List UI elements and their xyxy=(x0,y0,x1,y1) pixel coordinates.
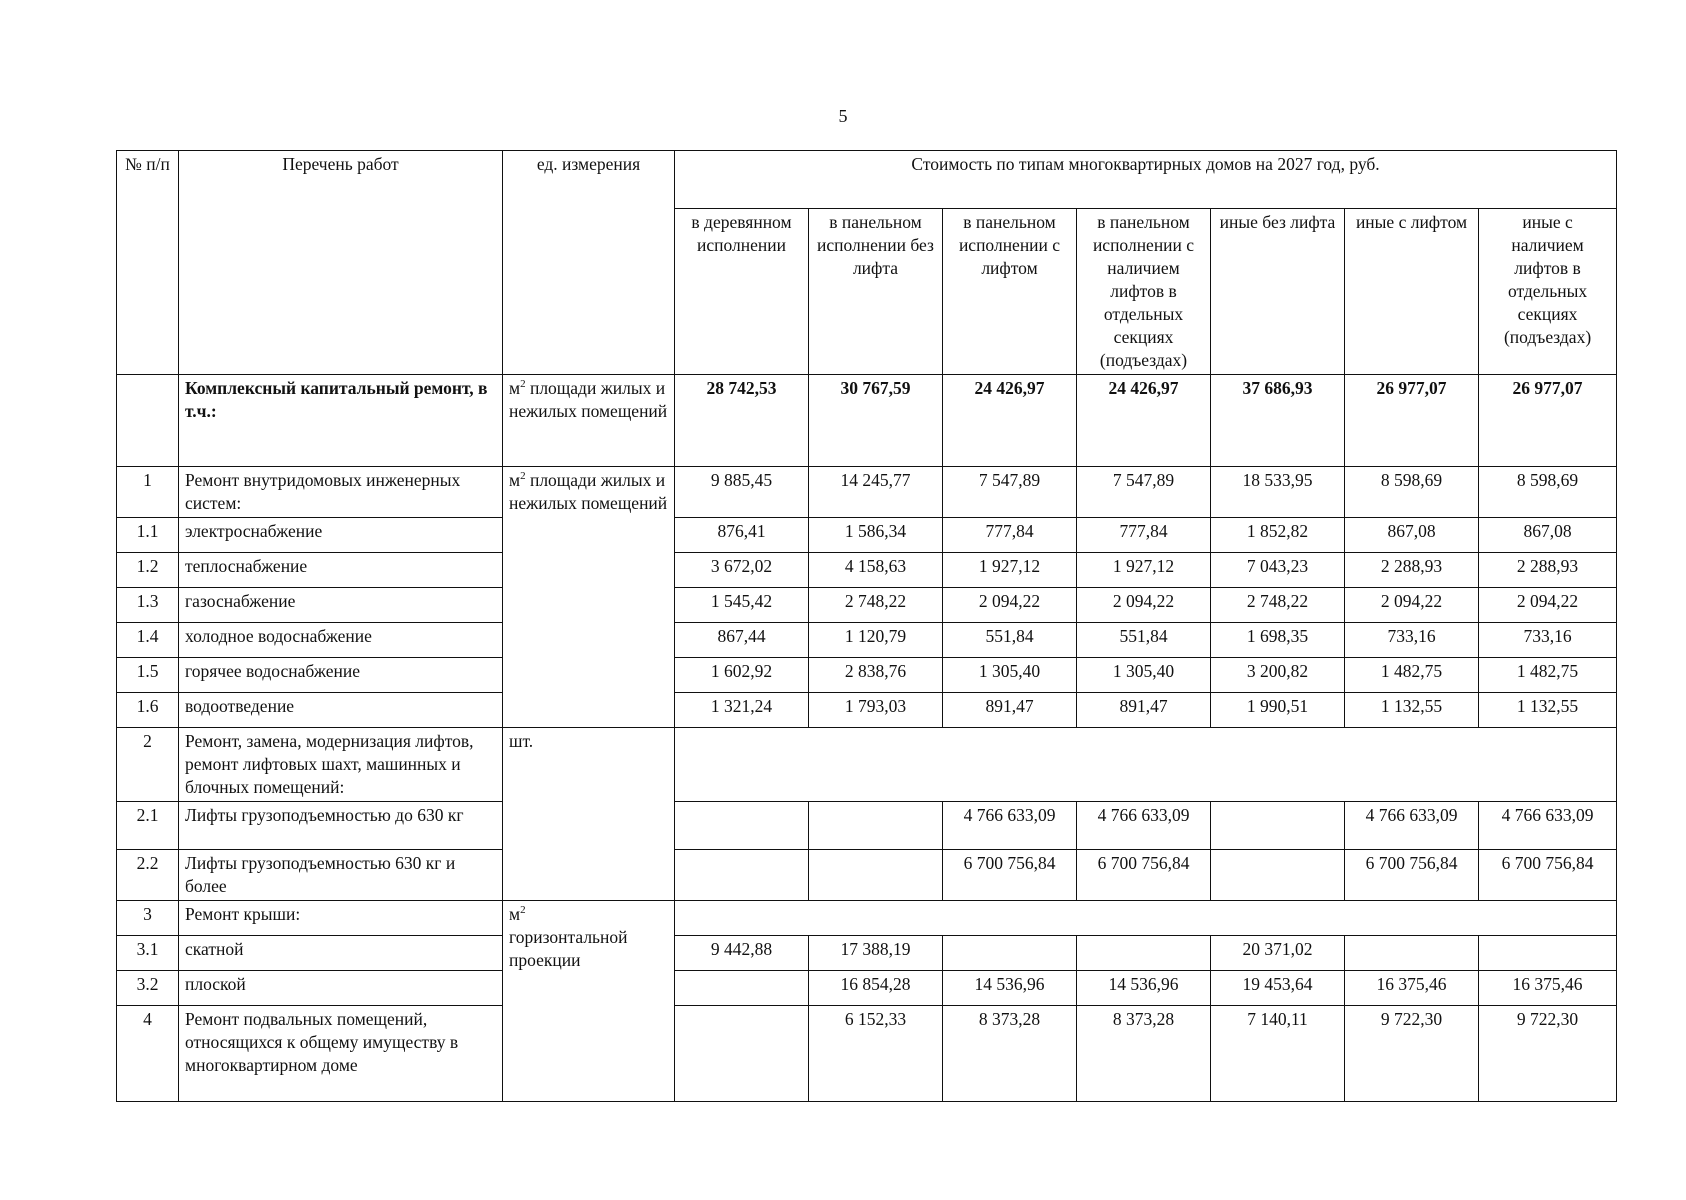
value-cell: 1 793,03 xyxy=(809,693,943,728)
value-cell: 16 375,46 xyxy=(1345,971,1479,1006)
value-cell: 30 767,59 xyxy=(809,375,943,467)
value-cell: 9 442,88 xyxy=(675,936,809,971)
header-type-panel-no-lift: в панельном исполнении без лифта xyxy=(809,209,943,375)
table-row xyxy=(117,588,1617,623)
value-cell: 1 482,75 xyxy=(1479,658,1617,693)
value-cell: 6 700 756,84 xyxy=(1479,850,1617,901)
value-cell: 26 977,07 xyxy=(1345,375,1479,467)
row-name: Ремонт подвальных помещений, относящихся к общему имуществу в многоквартирном доме xyxy=(179,1006,503,1102)
row-num: 2.1 xyxy=(117,802,179,850)
value-cell: 8 373,28 xyxy=(943,1006,1077,1102)
value-cell: 4 766 633,09 xyxy=(1479,802,1617,850)
row-num: 2.2 xyxy=(117,850,179,901)
value-cell: 26 977,07 xyxy=(1479,375,1617,467)
value-cell: 8 598,69 xyxy=(1479,467,1617,518)
row-name: электроснабжение xyxy=(179,518,503,553)
row-name: Ремонт, замена, модернизация лифтов, ремонт лифтовых шахт, машинных и блочных помещений: xyxy=(179,728,503,802)
row-name: теплоснабжение xyxy=(179,553,503,588)
value-cell: 2 288,93 xyxy=(1479,553,1617,588)
table-row xyxy=(117,658,1617,693)
value-cell: 733,16 xyxy=(1479,623,1617,658)
table-row xyxy=(117,728,1617,802)
header-row-1 xyxy=(117,151,1617,209)
value-cell: 17 388,19 xyxy=(809,936,943,971)
value-cell: 7 547,89 xyxy=(943,467,1077,518)
row-num xyxy=(117,375,179,467)
row-num: 1.1 xyxy=(117,518,179,553)
unit-cell: $м^2$ горизонтальной проекции xyxy=(503,901,675,1102)
value-cell: 7 140,11 xyxy=(1211,1006,1345,1102)
value-cell: 16 375,46 xyxy=(1479,971,1617,1006)
value-cell: 1 545,42 xyxy=(675,588,809,623)
value-cell xyxy=(1077,936,1211,971)
value-cell: 1 321,24 xyxy=(675,693,809,728)
table-row xyxy=(117,518,1617,553)
value-cell: 867,44 xyxy=(675,623,809,658)
empty-span-cell xyxy=(675,901,1617,936)
value-cell: 2 288,93 xyxy=(1345,553,1479,588)
header-type-other-lift: иные с лифтом xyxy=(1345,209,1479,375)
value-cell: 6 152,33 xyxy=(809,1006,943,1102)
value-cell: 777,84 xyxy=(943,518,1077,553)
value-cell: 14 536,96 xyxy=(1077,971,1211,1006)
row-name: газоснабжение xyxy=(179,588,503,623)
value-cell: 14 536,96 xyxy=(943,971,1077,1006)
value-cell: 1 698,35 xyxy=(1211,623,1345,658)
value-cell: 2 094,22 xyxy=(1077,588,1211,623)
value-cell: 2 838,76 xyxy=(809,658,943,693)
header-num: № п/п xyxy=(117,151,179,375)
value-cell: 14 245,77 xyxy=(809,467,943,518)
value-cell: 6 700 756,84 xyxy=(1345,850,1479,901)
value-cell: 16 854,28 xyxy=(809,971,943,1006)
value-cell: 1 132,55 xyxy=(1479,693,1617,728)
header-unit: ед. измерения xyxy=(503,151,675,375)
value-cell: 7 043,23 xyxy=(1211,553,1345,588)
row-num: 1.5 xyxy=(117,658,179,693)
value-cell: 19 453,64 xyxy=(1211,971,1345,1006)
value-cell: 4 766 633,09 xyxy=(1345,802,1479,850)
value-cell: 4 766 633,09 xyxy=(1077,802,1211,850)
value-cell: 867,08 xyxy=(1345,518,1479,553)
value-cell: 8 373,28 xyxy=(1077,1006,1211,1102)
value-cell: 9 722,30 xyxy=(1479,1006,1617,1102)
value-cell: 4 766 633,09 xyxy=(943,802,1077,850)
unit-cell: $м^2$ площади жилых и нежилых помещений xyxy=(503,375,675,467)
unit-cell: $м^2$ площади жилых и нежилых помещений xyxy=(503,467,675,728)
table-row xyxy=(117,693,1617,728)
value-cell: 18 533,95 xyxy=(1211,467,1345,518)
row-name: Ремонт крыши: xyxy=(179,901,503,936)
row-name: водоотведение xyxy=(179,693,503,728)
value-cell: 3 672,02 xyxy=(675,553,809,588)
value-cell: 733,16 xyxy=(1345,623,1479,658)
value-cell: 867,08 xyxy=(1479,518,1617,553)
works-cost-table xyxy=(116,150,1617,1102)
value-cell: 2 094,22 xyxy=(1479,588,1617,623)
unit-cell: шт. xyxy=(503,728,675,901)
header-cost-title: Стоимость по типам многоквартирных домов на 2027 год, руб. xyxy=(675,151,1617,209)
value-cell: 1 990,51 xyxy=(1211,693,1345,728)
value-cell: 891,47 xyxy=(1077,693,1211,728)
row-num: 3 xyxy=(117,901,179,936)
table-row xyxy=(117,936,1617,971)
value-cell xyxy=(675,1006,809,1102)
value-cell xyxy=(675,971,809,1006)
value-cell: 2 748,22 xyxy=(1211,588,1345,623)
value-cell: 1 305,40 xyxy=(1077,658,1211,693)
value-cell xyxy=(1211,850,1345,901)
value-cell: 8 598,69 xyxy=(1345,467,1479,518)
value-cell: 37 686,93 xyxy=(1211,375,1345,467)
table-row xyxy=(117,375,1617,467)
row-num: 1.3 xyxy=(117,588,179,623)
table-row xyxy=(117,971,1617,1006)
header-type-wooden: в деревянном исполнении xyxy=(675,209,809,375)
value-cell xyxy=(675,850,809,901)
row-num: 3.2 xyxy=(117,971,179,1006)
value-cell: 7 547,89 xyxy=(1077,467,1211,518)
value-cell xyxy=(1479,936,1617,971)
value-cell: 551,84 xyxy=(1077,623,1211,658)
value-cell: 891,47 xyxy=(943,693,1077,728)
value-cell: 551,84 xyxy=(943,623,1077,658)
value-cell: 1 852,82 xyxy=(1211,518,1345,553)
value-cell: 28 742,53 xyxy=(675,375,809,467)
table-row xyxy=(117,901,1617,936)
header-type-other-sections: иные с наличием лифтов в отдельных секциях (подъездах) xyxy=(1479,209,1617,375)
value-cell: 1 120,79 xyxy=(809,623,943,658)
value-cell: 6 700 756,84 xyxy=(943,850,1077,901)
row-name: Ремонт внутридомовых инженерных систем: xyxy=(179,467,503,518)
row-num: 2 xyxy=(117,728,179,802)
row-name: Лифты грузоподъемностью 630 кг и более xyxy=(179,850,503,901)
value-cell: 1 602,92 xyxy=(675,658,809,693)
row-num: 3.1 xyxy=(117,936,179,971)
table-row xyxy=(117,850,1617,901)
table-row xyxy=(117,1006,1617,1102)
value-cell: 1 927,12 xyxy=(943,553,1077,588)
value-cell xyxy=(1211,802,1345,850)
row-name: горячее водоснабжение xyxy=(179,658,503,693)
value-cell: 777,84 xyxy=(1077,518,1211,553)
value-cell: 6 700 756,84 xyxy=(1077,850,1211,901)
value-cell: 4 158,63 xyxy=(809,553,943,588)
value-cell xyxy=(675,802,809,850)
value-cell: 1 482,75 xyxy=(1345,658,1479,693)
table-row xyxy=(117,802,1617,850)
row-num: 1.4 xyxy=(117,623,179,658)
value-cell xyxy=(809,850,943,901)
value-cell: 1 132,55 xyxy=(1345,693,1479,728)
header-type-other-no-lift: иные без лифта xyxy=(1211,209,1345,375)
value-cell: 2 094,22 xyxy=(943,588,1077,623)
page-number: 5 xyxy=(838,106,848,126)
row-name: Лифты грузоподъемностью до 630 кг xyxy=(179,802,503,850)
value-cell xyxy=(809,802,943,850)
value-cell: 1 927,12 xyxy=(1077,553,1211,588)
row-name: холодное водоснабжение xyxy=(179,623,503,658)
value-cell: 24 426,97 xyxy=(943,375,1077,467)
header-type-panel-sections: в панельном исполнении с наличием лифтов в отдельных секциях (подъездах) xyxy=(1077,209,1211,375)
row-name: Комплексный капитальный ремонт, в т.ч.: xyxy=(179,375,503,467)
value-cell: 1 586,34 xyxy=(809,518,943,553)
empty-span-cell xyxy=(675,728,1617,802)
value-cell: 876,41 xyxy=(675,518,809,553)
table-row xyxy=(117,553,1617,588)
value-cell: 1 305,40 xyxy=(943,658,1077,693)
value-cell: 2 748,22 xyxy=(809,588,943,623)
table-row xyxy=(117,623,1617,658)
row-num: 1.2 xyxy=(117,553,179,588)
table-row xyxy=(117,467,1617,518)
value-cell: 3 200,82 xyxy=(1211,658,1345,693)
row-num: 1 xyxy=(117,467,179,518)
row-name: скатной xyxy=(179,936,503,971)
value-cell: 20 371,02 xyxy=(1211,936,1345,971)
value-cell xyxy=(943,936,1077,971)
value-cell xyxy=(1345,936,1479,971)
header-works: Перечень работ xyxy=(179,151,503,375)
value-cell: 2 094,22 xyxy=(1345,588,1479,623)
header-type-panel-lift: в панельном исполнении с лифтом xyxy=(943,209,1077,375)
row-num: 1.6 xyxy=(117,693,179,728)
row-num: 4 xyxy=(117,1006,179,1102)
value-cell: 24 426,97 xyxy=(1077,375,1211,467)
value-cell: 9 885,45 xyxy=(675,467,809,518)
value-cell: 9 722,30 xyxy=(1345,1006,1479,1102)
row-name: плоской xyxy=(179,971,503,1006)
